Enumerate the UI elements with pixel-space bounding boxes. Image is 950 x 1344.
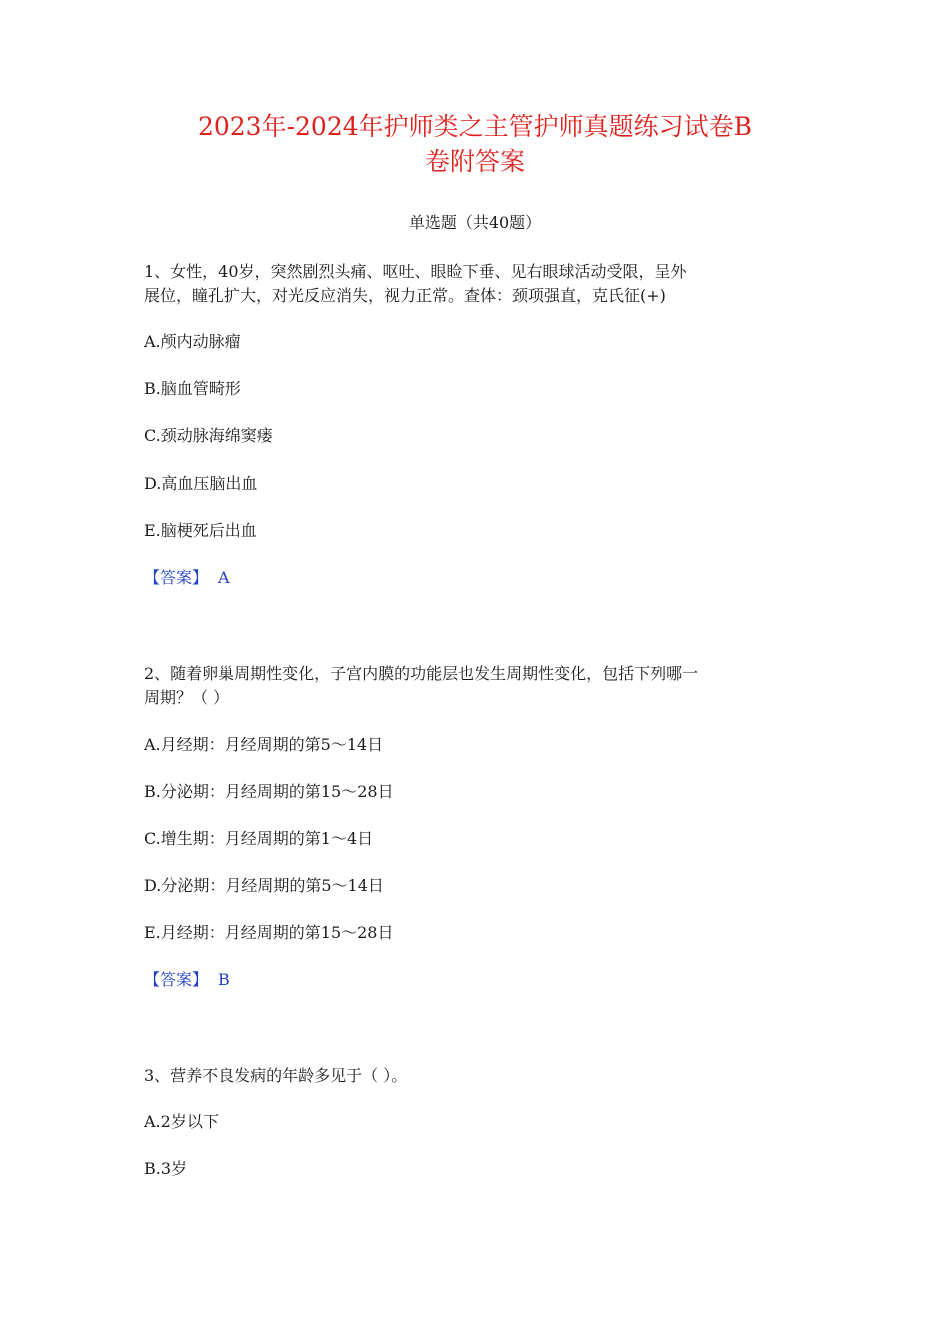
answer-value: A [218,568,230,587]
question-2-option-a: A.月经期：月经周期的第5～14日 [144,735,384,754]
question-1-option-c: C.颈动脉海绵窦瘘 [144,426,273,445]
question-1-option-d: D.高血压脑出血 [144,474,258,493]
question-1-option-e: E.脑梗死后出血 [144,521,257,540]
question-2-option-d: D.分泌期：月经周期的第5～14日 [144,876,384,895]
question-2-stem-line-2: 周期？（ ） [144,688,230,707]
question-2-stem-line-1: 2、随着卵巢周期性变化，子宫内膜的功能层也发生周期性变化，包括下列哪一 [144,664,699,683]
answer-value: B [218,970,230,989]
question-1-stem-line-1: 1、女性，40岁，突然剧烈头痛、呕吐、眼睑下垂、见右眼球活动受限，呈外 [144,262,687,281]
section-heading: 单选题（共40题） [408,213,542,232]
question-2-option-e: E.月经期：月经周期的第15～28日 [144,923,394,942]
question-1-option-b: B.脑血管畸形 [144,379,241,398]
document-title-line-1: 2023年-2024年护师类之主管护师真题练习试卷B [197,112,753,141]
answer-label: 【答案】 [144,970,209,989]
question-1-option-a: A.颅内动脉瘤 [144,332,241,351]
question-2-answer [144,969,230,991]
document-title-line-2: 卷附答案 [424,147,525,176]
question-1-answer [144,567,230,589]
question-2-option-c: C.增生期：月经周期的第1～4日 [144,829,374,848]
question-1-stem-line-2: 展位，瞳孔扩大，对光反应消失，视力正常。查体：颈项强直，克氏征(+) [144,286,666,305]
answer-label: 【答案】 [144,568,209,587]
question-3-option-a: A.2岁以下 [144,1112,219,1131]
question-3-stem-line-1: 3、营养不良发病的年龄多见于（ ）。 [144,1066,408,1085]
question-3-option-b: B.3岁 [144,1159,188,1178]
question-2-option-b: B.分泌期：月经周期的第15～28日 [144,782,394,801]
